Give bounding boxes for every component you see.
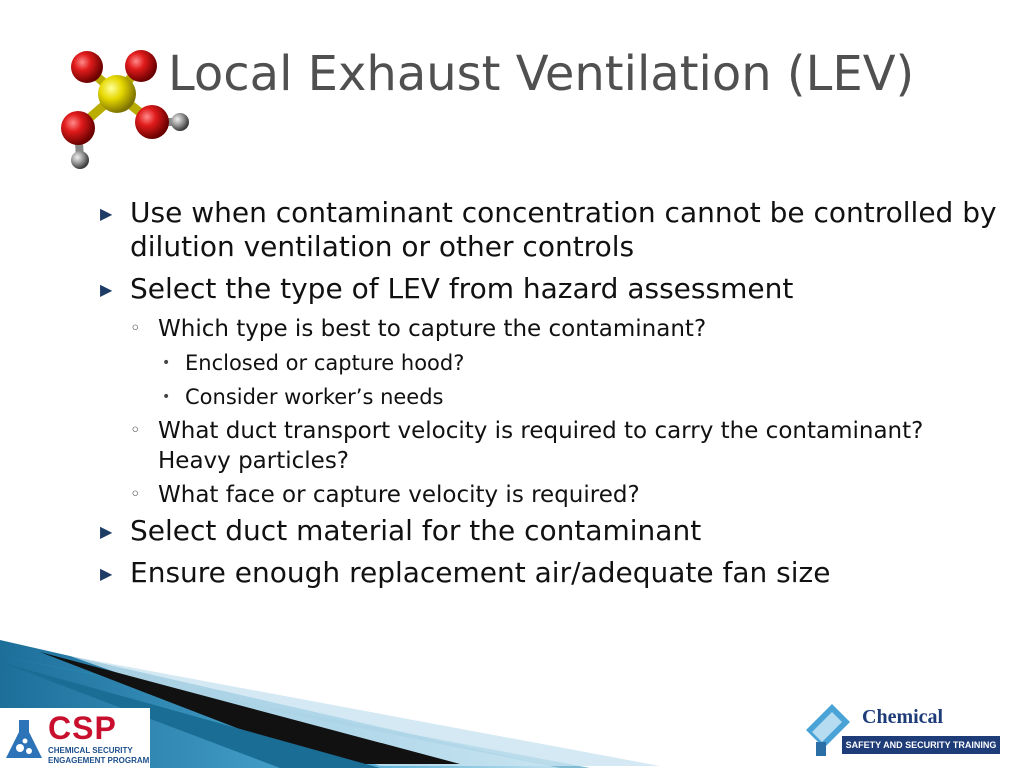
bullet-text: What duct transport velocity is required to carry the contaminant? Heavy particles? xyxy=(158,418,924,474)
bullet-marker-icon: ◦ xyxy=(130,318,141,339)
bullet-marker-icon: • xyxy=(162,389,171,405)
bullet-item-level1 xyxy=(100,272,1000,306)
bullet-text: Use when contaminant concentration cannot be controlled by dilution ventilation or other controls xyxy=(130,196,997,263)
bullet-text: Consider worker’s needs xyxy=(185,385,444,409)
bullet-marker-icon: ▶ xyxy=(100,522,113,541)
bullet-marker-icon: • xyxy=(162,355,171,371)
bullet-marker-icon: ◦ xyxy=(130,420,141,441)
bullet-item-level3 xyxy=(100,348,1000,378)
bullet-list xyxy=(100,196,1000,598)
chem-logo-title: Chemical xyxy=(862,706,944,728)
bullet-item-level1 xyxy=(100,556,1000,590)
bullet-text: Ensure enough replacement air/adequate fan size xyxy=(130,556,831,589)
chemical-safety-logo xyxy=(802,702,1002,760)
bullet-text: What face or capture velocity is required? xyxy=(158,482,640,508)
bullet-text: Enclosed or capture hood? xyxy=(185,351,465,375)
csp-line2: ENGAGEMENT PROGRAM xyxy=(48,756,150,765)
flask-icon xyxy=(4,718,44,762)
bullet-item-level2 xyxy=(100,314,1000,344)
bullet-item-level2 xyxy=(100,480,1000,510)
bullet-text: Which type is best to capture the contaminant? xyxy=(158,316,707,342)
slide-title: Local Exhaust Ventilation (LEV) xyxy=(168,46,915,102)
bullet-marker-icon: ◦ xyxy=(130,484,141,505)
bullet-text: Select the type of LEV from hazard assessment xyxy=(130,272,794,305)
bullet-item-level1 xyxy=(100,514,1000,548)
bullet-marker-icon: ▶ xyxy=(100,204,113,223)
chem-logo-bar: SAFETY AND SECURITY TRAINING xyxy=(842,736,1000,754)
bullet-marker-icon: ▶ xyxy=(100,564,113,583)
bullet-item-level1 xyxy=(100,196,1000,264)
bullet-text: Select duct material for the contaminant xyxy=(130,514,702,547)
csp-line1: CHEMICAL SECURITY xyxy=(48,746,133,755)
csp-wordmark: CSP xyxy=(48,710,117,746)
csp-logo xyxy=(0,708,150,768)
bullet-item-level3 xyxy=(100,382,1000,412)
bullet-marker-icon: ▶ xyxy=(100,280,113,299)
bullet-item-level2 xyxy=(100,416,1000,476)
